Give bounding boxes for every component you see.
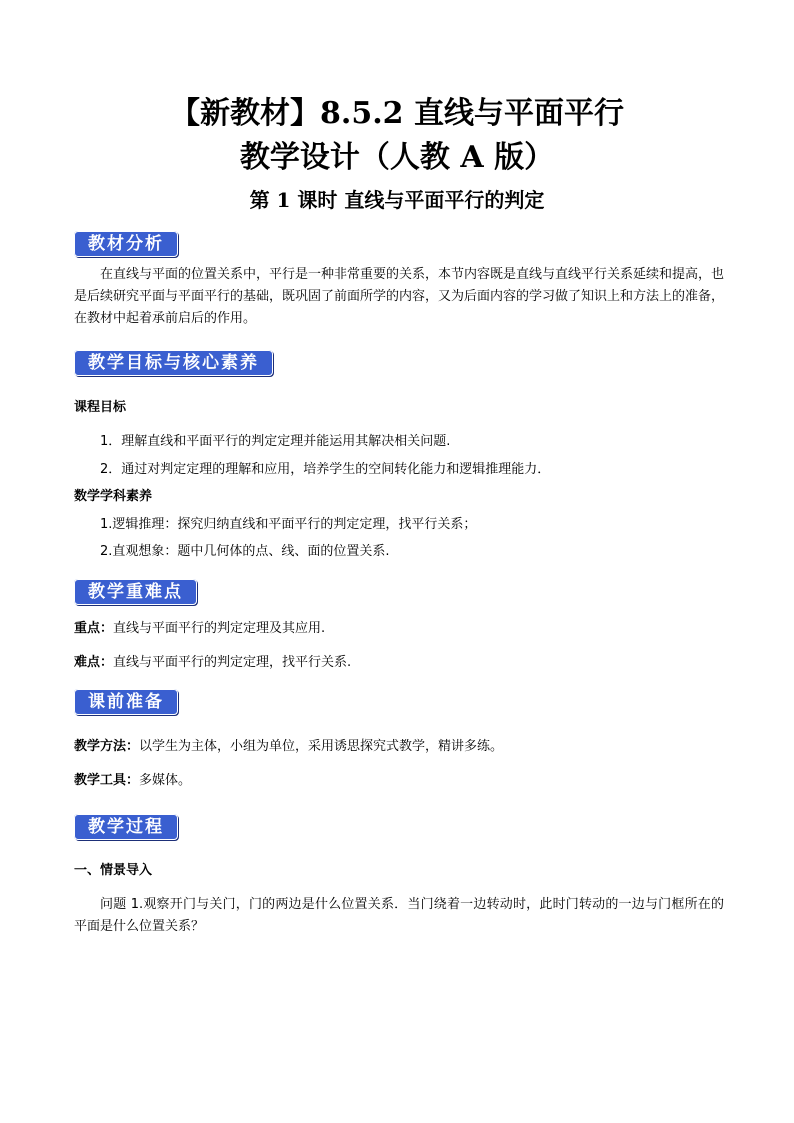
literacy-item-2: 2.直观想象：题中几何体的点、线、面的位置关系. bbox=[100, 544, 390, 559]
course-goals-heading: 课程目标 bbox=[74, 400, 127, 415]
teaching-tool-line bbox=[74, 771, 191, 791]
section-badge-goals: 教学目标与核心素养 bbox=[74, 350, 273, 376]
teaching-method-line bbox=[74, 737, 503, 757]
analysis-paragraph: 在直线与平面的位置关系中，平行是一种非常重要的关系，本节内容既是直线与直线平行关系延续和提高，也是后续研究平面与平面平行的基础，既巩固了前面所学的内容，又为后面内容的学习做了知识上和方法上的准备，在教材中起着承前启后的作用。 bbox=[74, 267, 725, 326]
literacy-heading: 数学学科素养 bbox=[74, 489, 153, 504]
teaching-tool-label: 教学工具： bbox=[74, 773, 140, 788]
teaching-method-label: 教学方法： bbox=[74, 739, 140, 754]
teaching-tool-text: 多媒体。 bbox=[139, 773, 192, 788]
course-goal-item-1: 1．理解直线和平面平行的判定定理并能运用其解决相关问题. bbox=[100, 434, 451, 449]
section-badge-analysis: 教材分析 bbox=[74, 231, 178, 257]
key-point-label: 重点： bbox=[74, 621, 114, 636]
difficult-point-line bbox=[74, 653, 351, 673]
lesson-subtitle: 第 1 课时 直线与平面平行的判定 bbox=[249, 188, 545, 212]
step1-heading: 一、情景导入 bbox=[74, 863, 153, 878]
teaching-method-text: 以学生为主体，小组为单位，采用诱思探究式教学，精讲多练。 bbox=[139, 739, 504, 754]
section-badge-preparation: 课前准备 bbox=[74, 689, 178, 715]
section-badge-key-points: 教学重难点 bbox=[74, 579, 197, 605]
section-badge-process: 教学过程 bbox=[74, 814, 178, 840]
difficult-point-label: 难点： bbox=[74, 655, 114, 670]
literacy-item-1: 1.逻辑推理：探究归纳直线和平面平行的判定定理，找平行关系； bbox=[100, 517, 477, 532]
question-1-paragraph: 问题 1.观察开门与关门，门的两边是什么位置关系．当门绕着一边转动时，此时门转动的一边与门框所在的平面是什么位置关系？ bbox=[74, 897, 724, 934]
course-goal-item-2: 2．通过对判定定理的理解和应用，培养学生的空间转化能力和逻辑推理能力． bbox=[100, 462, 551, 477]
key-point-text: 直线与平面平行的判定定理及其应用. bbox=[113, 621, 326, 636]
key-point-line bbox=[74, 619, 325, 639]
difficult-point-text: 直线与平面平行的判定定理，找平行关系. bbox=[113, 655, 352, 670]
document-title-line-2: 教学设计（人教 A 版） bbox=[239, 140, 555, 175]
document-title-line-1: 【新教材】8.5.2 直线与平面平行 bbox=[170, 96, 624, 131]
